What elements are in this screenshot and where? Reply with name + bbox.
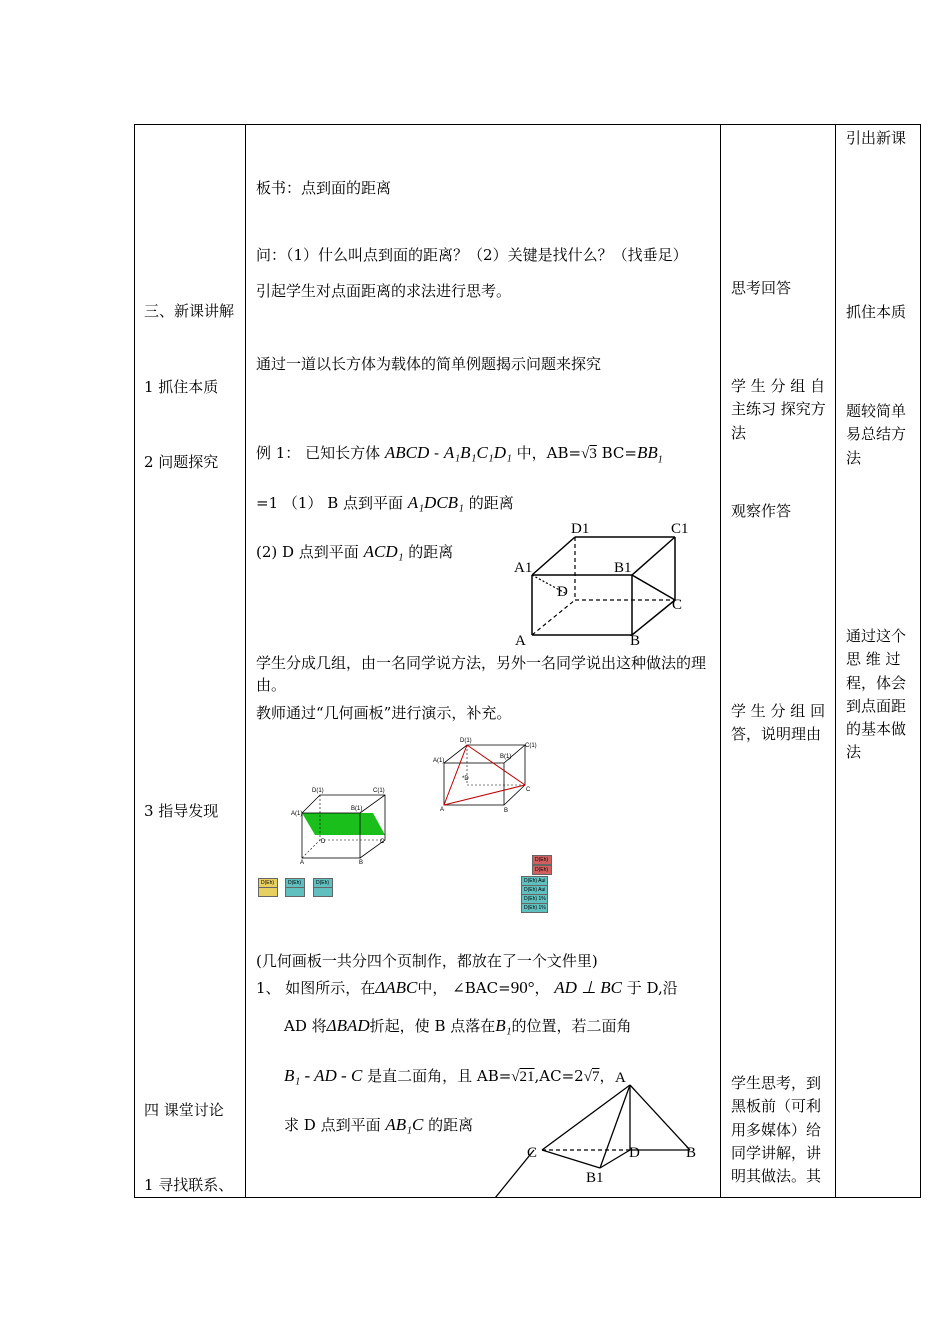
math-sqrt7: 7: [591, 1069, 600, 1085]
example-1-line1: 例 1： 已知长方体 ABCD - A₁B₁C₁D₁ 中，AB=√3 $BC=BB_1$: [256, 443, 663, 466]
svg-text:A: A: [440, 807, 445, 813]
gsp-button[interactable]: [313, 887, 333, 897]
prompt-line: 引起学生对点面距离的求法进行思考。: [256, 282, 512, 300]
svg-text:D(1): D(1): [312, 788, 324, 794]
gsp-button[interactable]: D(Eh): [532, 865, 552, 875]
tetrahedron-figure: [490, 1060, 715, 1198]
problem-1-text: 于 D,沿: [622, 979, 678, 997]
svg-text:C: C: [380, 839, 385, 845]
example-1-part2-end: 的距离: [403, 543, 454, 561]
design-note-3: 题较简单易总结方法: [846, 402, 907, 467]
problem-1-text: 折起，使 B 点落在: [369, 1017, 496, 1035]
problem-1-line2: [284, 1013, 632, 1039]
math-abcd: ABCD: [384, 443, 430, 462]
example-1-line2: [256, 490, 514, 516]
gsp-screenshot-left: [285, 785, 395, 865]
cuboid-label-c1: C1: [671, 521, 689, 537]
problem-1-text: 1、 如图所示，在: [256, 979, 376, 997]
problem-1-text: 求 D 点到平面: [284, 1116, 386, 1134]
student-response-2: 学 生 分 组 自主练习 探究方法: [731, 377, 826, 442]
example-1-part1-end: 的距离: [463, 494, 514, 512]
math-ab1c: AB₁C: [385, 1115, 424, 1134]
gsp-button[interactable]: D(Eh) 1%: [521, 894, 548, 904]
svg-text:B: B: [504, 808, 509, 814]
gsp-button[interactable]: D(Eh) Aui: [521, 885, 548, 895]
cuboid-figure: [505, 515, 705, 650]
svg-text:B(1): B(1): [351, 806, 363, 812]
cuboid-label-d: D: [557, 584, 568, 600]
math-triangle-bad: ΔBAD: [326, 1016, 370, 1035]
problem-1-text: 是直二面角，且 AB=: [367, 1067, 512, 1085]
group-activity-text: 学生分成几组，由一名同学说方法，另外一名同学说出这种做法的理由。: [256, 654, 707, 694]
question-line: 问：（1）什么叫点到面的距离？（2）关键是找什么？（找垂足）: [256, 246, 688, 264]
gsp-screenshot-right: [430, 735, 540, 815]
math-sqrt3: 3: [589, 446, 597, 462]
cuboid-label-b1: B1: [614, 560, 632, 576]
svg-text:A(1): A(1): [433, 758, 445, 764]
math-bb1: BB: [636, 443, 658, 462]
design-note-4: 通过这个 思 维 过程，体会到点面距的基本做法: [846, 627, 907, 762]
svg-text:B: B: [359, 860, 364, 865]
svg-text:A(1): A(1): [291, 811, 303, 817]
svg-text:D(1): D(1): [460, 738, 472, 744]
cuboid-label-a: A: [515, 633, 526, 649]
problem-1-line4: [284, 1112, 473, 1138]
step-4: 1 寻找联系、: [144, 1176, 234, 1194]
intro-line: 通过一道以长方体为载体的简单例题揭示问题来探究: [256, 355, 602, 373]
math-b1: B₁: [495, 1016, 512, 1035]
math-ad-perp-bc: AD ⊥ BC: [554, 978, 622, 997]
gsp-note: (几何画板一共分四个页制作，都放在了一个文件里): [256, 952, 598, 970]
cuboid-label-c: C: [672, 597, 683, 613]
example-1-line3: [256, 539, 453, 565]
gsp-button[interactable]: D(Eh) Aui: [521, 876, 548, 886]
gsp-button[interactable]: D(Eh): [258, 878, 278, 888]
angle-symbol: ∠: [452, 979, 465, 997]
cuboid-label-d1: D1: [571, 521, 590, 537]
problem-1-text: 的位置，若二面角: [511, 1017, 632, 1035]
problem-1-text: ,AC=2: [534, 1067, 584, 1085]
svg-text:D: D: [321, 839, 326, 845]
svg-text:A: A: [300, 860, 305, 865]
problem-1-line3: B₁ - AD - C 是直二面角，且 AB=√21,AC=2√7，: [284, 1066, 615, 1085]
design-note-2: 抓住本质: [846, 303, 907, 321]
example-1-prefix: 例 1： 已知长方体: [256, 444, 385, 462]
section3-heading: 三、新课讲解: [144, 302, 235, 320]
section4-heading: 四 课堂讨论: [144, 1101, 224, 1119]
step-1: 1 抓住本质: [144, 378, 219, 396]
example-1-bc: BC=: [596, 444, 637, 462]
gsp-button[interactable]: D(Eh): [285, 878, 305, 888]
example-1-mid: 中，AB=: [511, 444, 582, 462]
column-divider: [835, 125, 836, 1197]
teacher-demo-text: 教师通过“几何画板”进行演示，补充。: [256, 704, 512, 722]
problem-1-text: BAC=: [464, 979, 511, 997]
gsp-button[interactable]: [285, 887, 305, 897]
problem-1-line1: [256, 975, 678, 1001]
board-title: 板书：点到面的距离: [256, 179, 392, 197]
problem-1-text: ，: [534, 979, 550, 997]
tetra-label-d: D: [629, 1145, 640, 1161]
example-1-part1: =1 （1） B 点到平面: [256, 494, 408, 512]
gsp-button[interactable]: [258, 887, 278, 897]
math-acd1: ACD₁: [363, 542, 404, 561]
step-2: 2 问题探究: [144, 453, 219, 471]
problem-1-text: AD 将: [284, 1017, 327, 1035]
svg-text:*D: *D: [462, 776, 469, 782]
svg-text:C(1): C(1): [373, 788, 385, 794]
gsp-button[interactable]: D(Eh): [313, 878, 333, 888]
cuboid-label-b: B: [630, 633, 641, 649]
gsp-button[interactable]: D(Eh) 1%: [521, 903, 548, 913]
tetra-label-b1: B1: [586, 1170, 604, 1186]
tetra-label-a: A: [615, 1070, 626, 1086]
step-3: 3 指导发现: [144, 802, 219, 820]
student-response-1: 思考回答: [731, 279, 792, 297]
math-a1b1c1d1: A₁B₁C₁D₁: [443, 443, 512, 462]
cuboid-label-a1: A1: [514, 560, 533, 576]
student-response-4: 学 生 分 组 回答，说明理由: [731, 702, 826, 744]
math-dihedral: B₁ - AD - C: [284, 1066, 363, 1085]
example-1-part2: (2) D 点到平面: [256, 543, 364, 561]
design-note-1: 引出新课: [846, 129, 907, 147]
math-triangle-abc: ΔABC: [375, 978, 418, 997]
math-sqrt21: 21: [519, 1069, 535, 1085]
column-divider: [245, 125, 246, 1197]
column-divider: [720, 125, 721, 1197]
problem-1-text: ，: [599, 1067, 615, 1085]
svg-text:C: C: [526, 787, 531, 793]
math-a1dcb1: A₁DCB₁: [407, 493, 464, 512]
tetra-label-b: B: [686, 1145, 697, 1161]
problem-1-text: 的距离: [423, 1116, 474, 1134]
svg-text:C(1): C(1): [525, 743, 537, 749]
student-response-3: 观察作答: [731, 502, 792, 520]
gsp-button[interactable]: D(Eh): [532, 855, 552, 865]
student-response-5: 学生思考，到黑板前（可利用多媒体）给同学讲解，讲明其做法。其: [731, 1074, 822, 1185]
problem-1-text: 中，: [417, 979, 448, 997]
svg-text:B(1): B(1): [500, 754, 512, 760]
math-90-degrees: 90°: [510, 978, 535, 997]
tetra-label-c: C: [527, 1145, 538, 1161]
